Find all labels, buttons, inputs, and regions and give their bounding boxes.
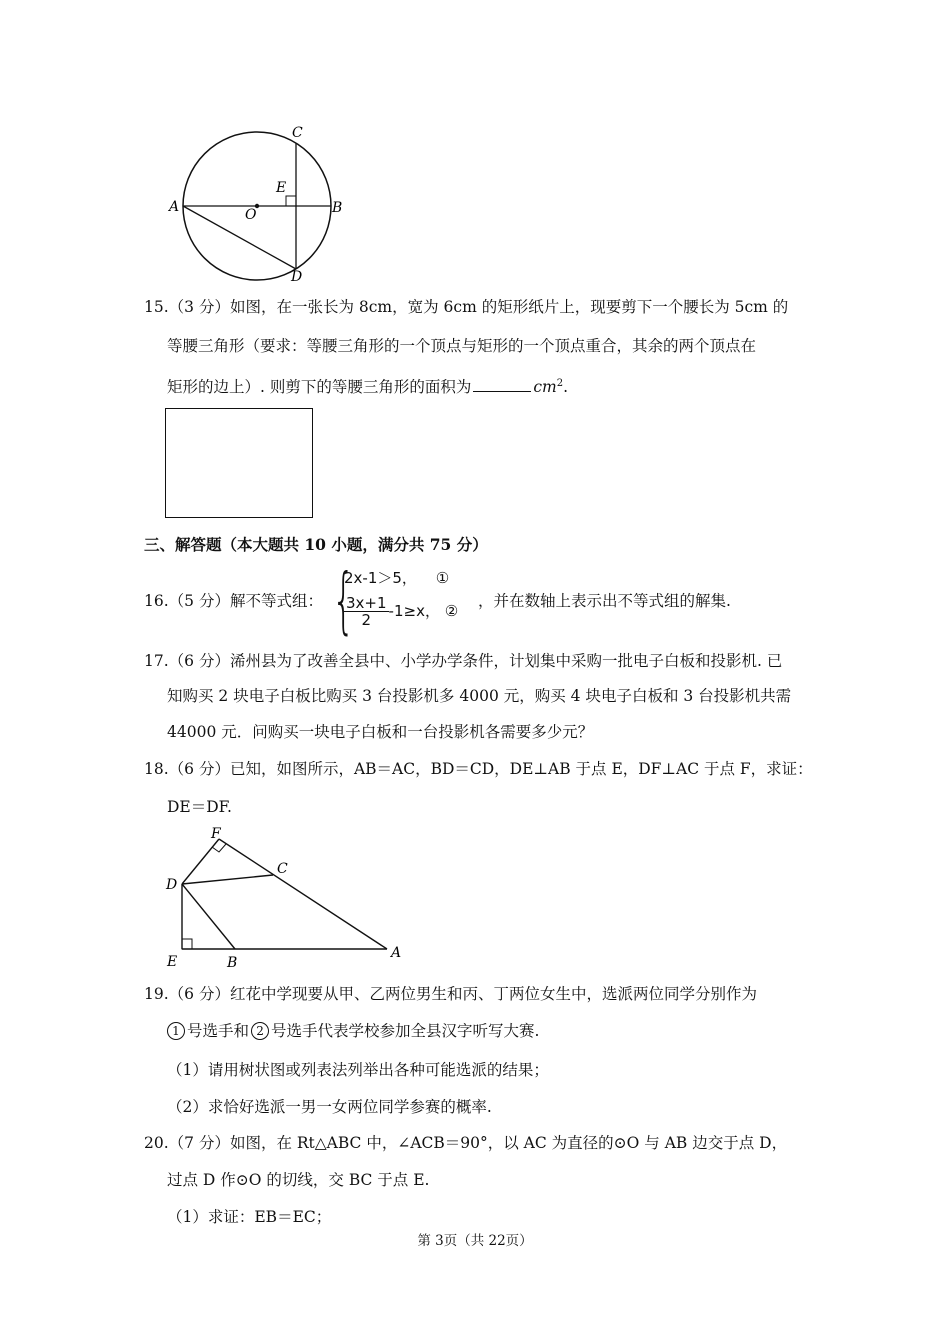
- circled-number-1: 1: [167, 1022, 185, 1040]
- q15-line2: 等腰三角形（要求：等腰三角形的一个顶点与矩形的一个顶点重合，其余的两个顶点在: [167, 337, 757, 355]
- q19-line2-text: 号选手代表学校参加全县汉字听写大赛.: [271, 1022, 540, 1040]
- inequality-2-text: -1≥x，: [388, 602, 440, 620]
- q19-line2: [167, 1021, 539, 1041]
- label-d: D: [291, 269, 303, 285]
- label-o: O: [245, 207, 257, 223]
- triangle-figure: [160, 825, 410, 975]
- q20-sub1: （1）求证：EB＝EC；: [167, 1208, 332, 1226]
- inequality-2-mark: ②: [444, 602, 459, 620]
- segment-fa: [219, 839, 387, 949]
- circled-number-2: 2: [251, 1022, 269, 1040]
- page-footer: 第 3页（共 22页）: [417, 1233, 533, 1249]
- inequality-system: [332, 558, 482, 642]
- label-e: E: [167, 954, 178, 970]
- q18-line2: DE＝DF.: [167, 798, 232, 816]
- q19-mid-text: 号选手和: [187, 1022, 250, 1040]
- q15-unit-sup: 2: [556, 378, 564, 389]
- q15-unit: cm: [533, 378, 557, 397]
- q20-line2: 过点 D 作⊙O 的切线，交 BC 于点 E.: [167, 1171, 430, 1189]
- q17-line3: 44000 元．问购买一块电子白板和一台投影机各需要多少元？: [167, 723, 594, 741]
- fraction-numerator: 3x+1: [346, 594, 387, 612]
- label-a: A: [391, 945, 402, 961]
- q19-line1: 19.（6 分）红花中学现要从甲、乙两位男生和丙、丁两位女生中，选派两位同学分别作为: [144, 985, 757, 1003]
- answer-blank: [473, 377, 531, 392]
- label-b: B: [227, 955, 238, 971]
- q16-suffix: ，并在数轴上表示出不等式组的解集.: [478, 592, 731, 610]
- q19-sub1: （1）请用树状图或列表法列举出各种可能选派的结果；: [167, 1061, 549, 1079]
- inequality-1-text: 2x-1＞5，: [344, 569, 417, 587]
- label-c: C: [292, 125, 303, 141]
- inequality-1-mark: ①: [435, 569, 450, 587]
- inequality-2: [344, 595, 458, 628]
- brace-icon: {: [332, 558, 355, 642]
- q19-sub2: （2）求恰好选派一男一女两位同学参赛的概率.: [167, 1098, 492, 1116]
- segment-ad: [183, 206, 296, 269]
- segment-dc: [182, 875, 273, 884]
- fraction-denominator: 2: [361, 611, 372, 629]
- q17-line1: 17.（6 分）浠州县为了改善全县中、小学办学条件，计划集中采购一批电子白板和投影机. 已: [144, 652, 783, 670]
- q15-line3: [167, 374, 568, 397]
- q20-line1: 20.（7 分）如图，在 Rt△ABC 中，∠ACB＝90°，以 AC 为直径的⊙O 与 AB 边交于点 D，: [144, 1134, 788, 1152]
- q15-line3-text: 矩形的边上）. 则剪下的等腰三角形的面积为: [167, 378, 472, 397]
- label-b: B: [332, 200, 343, 216]
- q15-end: .: [563, 378, 569, 397]
- inequality-1: [344, 567, 449, 588]
- label-d: D: [166, 877, 178, 893]
- label-a: A: [169, 199, 180, 215]
- right-angle-mark: [286, 196, 296, 206]
- right-angle-e: [182, 939, 192, 949]
- fraction: [344, 595, 389, 628]
- label-e: E: [276, 180, 287, 196]
- segment-df: [182, 839, 219, 884]
- label-f: F: [211, 826, 221, 842]
- q17-line2: 知购买 2 块电子白板比购买 3 台投影机多 4000 元，购买 4 块电子白板和 3 台投影机共需: [167, 687, 792, 705]
- section-title: 三、解答题（本大题共 10 小题，满分共 75 分）: [144, 535, 488, 554]
- label-c: C: [277, 861, 288, 877]
- rectangle-figure: [165, 408, 313, 518]
- circle-figure: [160, 115, 360, 290]
- q16-prefix: 16.（5 分）解不等式组：: [144, 592, 323, 610]
- q15-line1: 15.（3 分）如图，在一张长为 8cm，宽为 6cm 的矩形纸片上，现要剪下一个腰长为 5cm 的: [144, 298, 789, 316]
- q18-line1: 18.（6 分）已知，如图所示，AB＝AC，BD＝CD，DE⊥AB 于点 E，DF⊥AC 于点 F，求证：: [144, 760, 813, 778]
